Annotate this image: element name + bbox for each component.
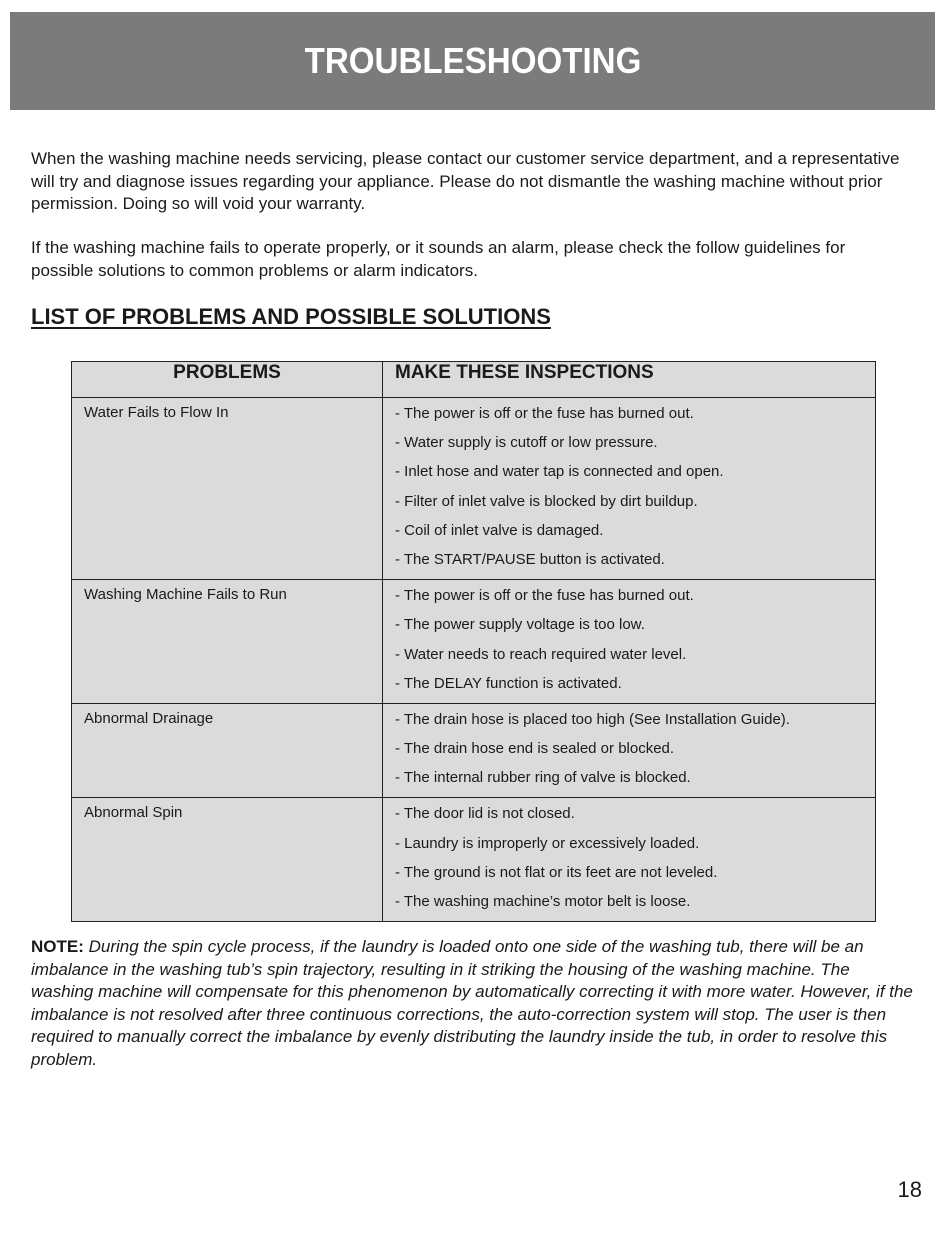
inspection-item: - The door lid is not closed. (395, 805, 575, 823)
table-header-row (72, 362, 876, 398)
intro-paragraph-1: When the washing machine needs servicing, please contact our customer service department, and a representative will try and diagnose issues regarding your appliance. Please do not dismantle the washing machine without prior permission. Doing so will void your warranty. (31, 149, 900, 213)
inspection-item: - Water supply is cutoff or low pressure. (395, 434, 658, 452)
inspection-item: - Filter of inlet valve is blocked by dirt buildup. (395, 492, 698, 510)
note-text: During the spin cycle process, if the laundry is loaded onto one side of the washing tub, there will be an imbalance in the washing tub’s spin trajectory, resulting in it striking the housing of the washing machine. The washing machine will compensate for this phenomenon by automatically correcting it with more water. However, if the imbalance is not resolved after three continuous corrections, the auto-correction system will stop. The user is then required to manually correct the imbalance by evenly distributing the laundry inside the tub, in order to resolve this problem. (31, 937, 913, 1069)
inspection-item: - The DELAY function is activated. (395, 674, 622, 692)
problem-cell: Water Fails to Flow In (72, 398, 383, 580)
table-row (72, 398, 876, 580)
problem-cell: Abnormal Drainage (72, 703, 383, 798)
inspection-item: - The drain hose is placed too high (See Installation Guide). (395, 710, 790, 728)
inspection-item: - Coil of inlet valve is damaged. (395, 521, 604, 539)
intro-paragraph-2: If the washing machine fails to operate properly, or it sounds an alarm, please check the follow guidelines for possible solutions to common problems or alarm indicators. (31, 238, 846, 280)
note-label: NOTE: (31, 937, 84, 956)
inspection-item: - The power supply voltage is too low. (395, 616, 645, 634)
header-banner (10, 12, 935, 110)
inspection-item: - The power is off or the fuse has burned out. (395, 587, 694, 605)
header-inspections: MAKE THESE INSPECTIONS (383, 362, 876, 398)
inspection-item: - The ground is not flat or its feet are not leveled. (395, 863, 718, 881)
table-row (72, 703, 876, 798)
inspections-cell (383, 398, 876, 580)
inspection-item: - The power is off or the fuse has burned out. (395, 405, 694, 422)
page-number: 18 (897, 1177, 922, 1202)
section-title: LIST OF PROBLEMS AND POSSIBLE SOLUTIONS (31, 304, 551, 329)
page-title: TROUBLESHOOTING (304, 40, 641, 81)
inspection-item: - Inlet hose and water tap is connected and open. (395, 463, 724, 481)
note-paragraph (31, 936, 916, 1071)
inspection-item: - The START/PAUSE button is activated. (395, 550, 665, 568)
problems-table (71, 361, 876, 922)
inspection-item: - Water needs to reach required water level. (395, 645, 687, 663)
inspection-item: - The washing machine’s motor belt is loose. (395, 893, 691, 910)
header-problems: PROBLEMS (72, 362, 383, 398)
inspections-cell (383, 580, 876, 704)
inspection-item: - The drain hose end is sealed or blocked. (395, 740, 675, 758)
inspection-item: - Laundry is improperly or excessively loaded. (395, 834, 700, 852)
problem-cell: Washing Machine Fails to Run (72, 580, 383, 704)
inspections-cell (383, 703, 876, 798)
table-row (72, 798, 876, 922)
inspection-item: - The internal rubber ring of valve is blocked. (395, 769, 691, 787)
problem-cell: Abnormal Spin (72, 798, 383, 922)
table-row (72, 580, 876, 704)
inspections-cell (383, 798, 876, 922)
